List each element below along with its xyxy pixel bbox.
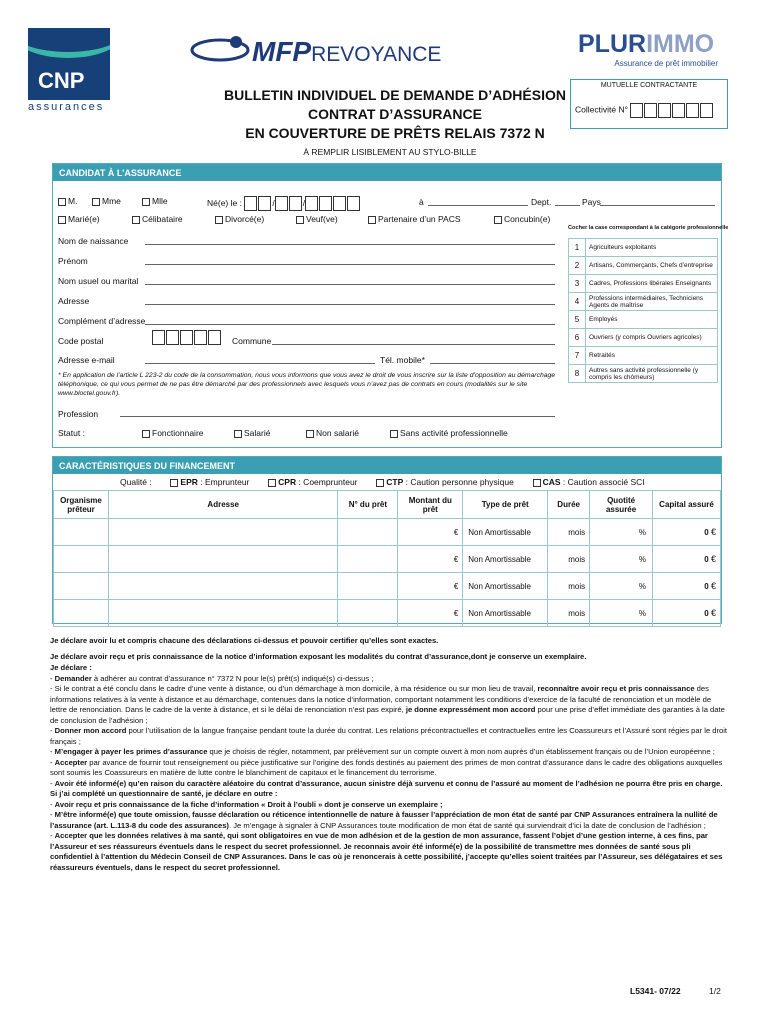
- loan-montant-cell[interactable]: [398, 600, 463, 627]
- candidat-heading: CANDIDAT À L’ASSURANCE: [53, 164, 721, 181]
- subtitle: À REMPLIR LISIBLEMENT AU STYLO-BILLE: [303, 147, 477, 157]
- label-email: Adresse e-mail: [58, 355, 115, 365]
- label-adresse: Adresse: [58, 296, 90, 306]
- decl-b9b: . Je m’engage à signaler à CNP Assurances toute modification de mon état de santé qui surviendrait d’ici la date de conclusion de l’adhésion ;: [228, 820, 706, 830]
- date-digit[interactable]: [258, 196, 271, 211]
- label-salarie: Salarié: [244, 428, 271, 438]
- checkbox-celibataire[interactable]: [132, 216, 140, 224]
- capital-currency: €: [710, 554, 716, 564]
- date-digit[interactable]: [244, 196, 257, 211]
- loan-row: [54, 573, 721, 600]
- checkbox-veuf[interactable]: [296, 216, 304, 224]
- commune-line[interactable]: [272, 344, 555, 345]
- loan-type-cell: Non Amortissable: [463, 573, 548, 600]
- loan-row: [54, 519, 721, 546]
- label-fonctionnaire: Fonctionnaire: [152, 428, 204, 438]
- loan-montant-cell[interactable]: [398, 573, 463, 600]
- loan-montant-cell[interactable]: [398, 546, 463, 573]
- checkbox-divorce[interactable]: [215, 216, 223, 224]
- category-number[interactable]: 3: [569, 275, 586, 293]
- date-digit[interactable]: [289, 196, 302, 211]
- decl-7: Si j’ai complété un questionnaire de santé, je déclare en outre :: [50, 789, 278, 798]
- label-celibataire: Célibataire: [142, 214, 183, 224]
- col-type: Type de prêt: [463, 491, 548, 519]
- euro-sign: €: [453, 527, 459, 537]
- label-mlle: Mlle: [152, 196, 168, 206]
- label-non-salarie: Non salarié: [316, 428, 359, 438]
- checkbox-mlle[interactable]: [142, 198, 150, 206]
- decl-bullet-2: - Si le contrat a été conclu dans le cadre d’une vente à distance, ou d’un démarchage à mon domicile, à ma résidence ou sur mon lieu de travail, reconnaître avoir reçu et pris connaissance des informations relatives à la vente à distance et au démarchage, contenues dans la notice d’information, comportant notamment les conditions d’exercice de la faculté de renonciation et un modèle de lettre de renonciation. Dans le cadre de la vente à distance, et si le délai de renonciation n’est pas expiré, je donne expressément mon accord pour une prise d’effet immédiate des garanties à la date de conclusion de l’adhésion ;: [50, 684, 725, 725]
- col-numero: N° du prêt: [338, 491, 398, 519]
- loan-duree-cell[interactable]: mois: [548, 519, 590, 546]
- loan-quotite-cell[interactable]: %: [590, 600, 653, 627]
- category-row[interactable]: [569, 257, 718, 275]
- label-cas: : Caution associé SCI: [560, 477, 645, 487]
- profession-line[interactable]: [120, 416, 555, 417]
- declarations: [50, 636, 730, 873]
- cp-digit[interactable]: [208, 330, 221, 345]
- decl-bullet-3: - Donner mon accord pour l’utilisation de la langue française pendant toute la durée du contrat. Les relations précontractuelles et contractuelles entre les Coassureurs et l’Assuré sont régies par le droit français ;: [50, 726, 728, 746]
- label-sans-activite: Sans activité professionnelle: [400, 428, 508, 438]
- decl-b2a: Si le contrat a été conclu dans le cadre d’une vente à distance, ou d’un démarchage à mon domicile, à ma résidence ou sur mon lieu de travail,: [54, 684, 538, 693]
- collectivite-label: Collectivité N°: [575, 104, 628, 115]
- label-ctp: : Caution personne physique: [403, 477, 514, 487]
- category-label: Professions intermédiaires, Techniciens Agents de maîtrise: [586, 293, 718, 311]
- category-number[interactable]: 7: [569, 347, 586, 365]
- label-cpr: : Coemprunteur: [296, 477, 358, 487]
- capital-value: 0: [704, 528, 709, 537]
- loan-duree-cell[interactable]: mois: [548, 573, 590, 600]
- title-line1: BULLETIN INDIVIDUEL DE DEMANDE D’ADHÉSION: [224, 87, 566, 103]
- label-mme: Mme: [102, 196, 121, 206]
- category-label: Agriculteurs exploitants: [586, 239, 718, 257]
- loan-capital-cell: [653, 546, 721, 573]
- decl-b3b: pour l’utilisation de la langue française pendant toute la durée du contrat. Les relations précontractuelles et contractuelles entre les Coassureurs et l’Assuré sont régies par le droit français ;: [50, 726, 728, 746]
- loan-numero-cell[interactable]: [338, 573, 398, 600]
- date-digit[interactable]: [305, 196, 318, 211]
- loan-capital-cell: [653, 519, 721, 546]
- adresse-line[interactable]: [145, 304, 555, 305]
- col-adresse: Adresse: [108, 491, 337, 519]
- label-ne-le: Né(e) le :: [207, 197, 242, 208]
- category-label: Autres sans activité professionnelle (y compris les chômeurs): [586, 365, 718, 383]
- category-row[interactable]: [569, 239, 718, 257]
- category-label: Employés: [586, 311, 718, 329]
- loan-montant-cell[interactable]: [398, 519, 463, 546]
- decl-b5a: Accepter: [54, 757, 88, 767]
- date-digit[interactable]: [347, 196, 360, 211]
- mfp-swirl-icon: [190, 30, 260, 70]
- decl-3: Je déclare :: [50, 663, 92, 672]
- birthplace-line[interactable]: [428, 205, 528, 206]
- code-postal-boxes: [152, 330, 222, 345]
- loan-duree-cell[interactable]: mois: [548, 600, 590, 627]
- loan-capital-cell: [653, 573, 721, 600]
- checkbox-m[interactable]: [58, 198, 66, 206]
- category-number[interactable]: 8: [569, 365, 586, 383]
- checkbox-mme[interactable]: [92, 198, 100, 206]
- label-cpr-code: CPR: [278, 477, 297, 487]
- decl-2: Je déclare avoir reçu et pris connaissance de la notice d’information exposant les modalités du contrat d’assurance,dont je conserve un exemplaire.: [50, 651, 587, 661]
- decl-bullet-1: - Demander à adhérer au contrat d’assurance n° 7372 N pour le(s) prêt(s) indiqué(s) ci-dessus ;: [50, 673, 374, 683]
- category-row[interactable]: [569, 347, 718, 365]
- collectivite-digit[interactable]: [672, 103, 685, 118]
- prenom-line[interactable]: [145, 264, 555, 265]
- euro-sign: €: [453, 608, 459, 618]
- plurimmo-logo: [578, 30, 728, 74]
- tel-line[interactable]: [430, 363, 555, 364]
- label-ctp-code: CTP: [386, 477, 404, 487]
- financement-heading: CARACTÉRISTIQUES DU FINANCEMENT: [53, 457, 721, 474]
- loan-numero-cell[interactable]: [338, 600, 398, 627]
- loan-numero-cell[interactable]: [338, 519, 398, 546]
- checkbox-ctp[interactable]: [376, 479, 384, 487]
- nom-naissance-line[interactable]: [145, 244, 555, 245]
- checkbox-marie[interactable]: [58, 216, 66, 224]
- label-pays: Pays: [582, 197, 601, 207]
- email-line[interactable]: [145, 363, 375, 364]
- title-line2: CONTRAT D’ASSURANCE: [308, 106, 482, 122]
- capital-currency: €: [710, 527, 716, 537]
- label-a: à: [419, 197, 424, 207]
- decl-b9a: M’être informé(e) que toute omission, fausse déclaration ou réticence intentionnelle de nature à fausser l’appréciation de mon état de santé par CNP Assurances entraînera la nullité de l’assurance (art. L.113-8 du code des assurances): [50, 810, 718, 830]
- mfp-rest: REVOYANCE: [311, 43, 442, 66]
- category-number[interactable]: 2: [569, 257, 586, 275]
- decl-b6: Avoir été informé(e) qu’en raison du caractère aléatoire du contrat d’assurance, aucun sinistre déjà survenu et connu de l’assuré au moment de l’adhésion ne pourra être pris en charge.: [54, 778, 723, 788]
- collectivite-digit[interactable]: [686, 103, 699, 118]
- complement-line[interactable]: [145, 324, 555, 325]
- decl-b4b: que je choisis de régler, notamment, par prélèvement sur un compte ouvert à mon nom auprès d’un établissement français ou de l’Union européenne ;: [207, 747, 715, 756]
- category-number[interactable]: 5: [569, 311, 586, 329]
- checkbox-epr[interactable]: [170, 479, 178, 487]
- loan-type-cell: Non Amortissable: [463, 600, 548, 627]
- checkbox-cas[interactable]: [533, 479, 541, 487]
- cnp-sub: assurances: [28, 101, 105, 113]
- checkbox-concubin[interactable]: [494, 216, 502, 224]
- loan-duree-cell[interactable]: mois: [548, 546, 590, 573]
- label-marie: Marié(e): [68, 214, 100, 224]
- label-m: M.: [68, 196, 78, 206]
- decl-bullet-8: - Avoir reçu et pris connaissance de la fiche d’information « Droit à l’oubli » dont je conserve un exemplaire ;: [50, 799, 443, 809]
- loan-organisme-cell[interactable]: [54, 600, 109, 627]
- qualite-row: [120, 477, 645, 487]
- label-commune: Commune: [232, 336, 272, 346]
- date-digit[interactable]: [275, 196, 288, 211]
- loan-adresse-cell[interactable]: [108, 546, 337, 573]
- category-label: Ouvriers (y compris Ouvriers agricoles): [586, 329, 718, 347]
- nom-usuel-line[interactable]: [145, 284, 555, 285]
- label-veuf: Veuf(ve): [306, 214, 338, 224]
- loan-capital-cell: [653, 600, 721, 627]
- loan-type-cell: Non Amortissable: [463, 519, 548, 546]
- decl-bullet-9: - M’être informé(e) que toute omission, fausse déclaration ou réticence intentionnelle de nature à fausser l’appréciation de mon état de santé par CNP Assurances entraînera la nullité de l’assurance (art. L.113-8 du code des assurances). Je m’engage à signaler à CNP Assurances toute modification de mon état de santé qui surviendrait d’ici la date de conclusion de l’adhésion ;: [50, 810, 718, 830]
- checkbox-pacs[interactable]: [368, 216, 376, 224]
- cat-heading: Cocher la case correspondant à la catégorie professionnelle: [568, 225, 729, 231]
- mutuelle-label: MUTUELLE CONTRACTANTE: [600, 82, 698, 89]
- loan-quotite-cell[interactable]: %: [590, 519, 653, 546]
- loan-type-cell: Non Amortissable: [463, 546, 548, 573]
- decl-1: Je déclare avoir lu et compris chacune des déclarations ci-dessus et pouvoir certifier qu’elles sont exactes.: [50, 636, 439, 645]
- capital-currency: €: [710, 608, 716, 618]
- decl-bullet-5: - Accepter par avance de fournir tout renseignement ou pièce justificative sur l’origine des fonds destinés au paiement des primes de mon contrat d’assurance dans le cadre des obligations auxquelles sont soumis les Coassureurs en matière de lutte contre le blanchiment de capitaux et le financement du terrorisme.: [50, 757, 723, 777]
- decl-bullet-6: - Avoir été informé(e) qu’en raison du caractère aléatoire du contrat d’assurance, aucun sinistre déjà survenu et connu de l’assuré au moment de l’adhésion ne pourra être pris en charge.: [50, 778, 723, 788]
- category-number[interactable]: 1: [569, 239, 586, 257]
- loan-organisme-cell[interactable]: [54, 519, 109, 546]
- loan-quotite-cell[interactable]: %: [590, 573, 653, 600]
- immo-text: IMMO: [646, 30, 715, 58]
- category-label: Retraités: [586, 347, 718, 365]
- euro-sign: €: [453, 554, 459, 564]
- label-statut: Statut :: [58, 428, 85, 438]
- page-number: 1/2: [709, 986, 721, 996]
- decl-b8: Avoir reçu et pris connaissance de la fiche d’information « Droit à l’oubli » dont je conserve un exemplaire ;: [54, 799, 443, 809]
- decl-b2b: reconnaître avoir reçu et pris connaissance: [537, 684, 695, 693]
- decl-b2c: des informations relatives à la vente à distance et au démarchage, contenues dans la notice d’information, comportant notamment les conditions d’exercice de la faculté de renonciation et un modèle de lettre de renonciation. Dans le cadre de la vente à distance, et si le délai de renonciation n’est pas expiré,: [50, 684, 712, 714]
- label-prenom: Prénom: [58, 256, 88, 266]
- category-row[interactable]: [569, 311, 718, 329]
- checkbox-fonctionnaire[interactable]: [142, 430, 150, 438]
- birthdate-field: Né(e) le : / /: [207, 196, 361, 211]
- category-row[interactable]: [569, 365, 718, 383]
- collectivite-digit[interactable]: [658, 103, 671, 118]
- page-title: [180, 86, 610, 143]
- title-line3: EN COUVERTURE DE PRÊTS RELAIS 7372 N: [245, 125, 545, 141]
- label-dept: Dept.: [531, 197, 552, 207]
- label-pacs: Partenaire d’un PACS: [378, 214, 461, 224]
- loan-row: [54, 546, 721, 573]
- plur-text: PLUR: [578, 30, 647, 58]
- label-cas-code: CAS: [542, 477, 561, 487]
- category-row[interactable]: [569, 275, 718, 293]
- decl-bullet-4: - M’engager à payer les primes d’assurance que je choisis de régler, notamment, par prélèvement sur un compte ouvert à mon nom auprès d’un établissement français ou de l’Union européenne ;: [50, 747, 715, 756]
- label-epr: : Emprunteur: [197, 477, 250, 487]
- label-epr-code: EPR: [180, 477, 198, 487]
- bloctel-note: * En application de l’article L 223-2 du code de la consommation, nous vous informons que vous avez le droit de vous inscrire sur la liste d’opposition au démarchage téléphonique, ce qui vous permet de ne pas être démarché par des professionnels avec lesquels vous n’avez pas de contrats en cours (modalités sur le site www.bloctel.gouv.fr).: [58, 372, 556, 397]
- checkbox-salarie[interactable]: [234, 430, 242, 438]
- category-label: Artisans, Commerçants, Chefs d’entreprise: [586, 257, 718, 275]
- mfp-bold: MFP: [252, 36, 312, 67]
- loan-quotite-cell[interactable]: %: [590, 546, 653, 573]
- label-qualite: Qualité :: [120, 477, 152, 487]
- cp-digit[interactable]: [194, 330, 207, 345]
- decl-bullet-10: - Accepter que les données relatives à ma santé, qui sont obligatoires en vue de mon adhésion et de la gestion de mon assurance, fassent l’objet d’une gestion interne, à ces fins, par l’Assureur et ses réassureurs éventuels dans le respect du secret professionnel. Je reconnais avoir été informé(e) de la possibilité de transmettre mes données de santé sous pli confidentiel à l’attention du Médecin Conseil de CNP Assurances. Dans le cas où je renoncerais à cette possibilité, j’accepte qu’elles soient traitées par l’Assureur, ses délégataires et ses réassureurs éventuels, dans le respect du secret professionnel.: [50, 831, 723, 872]
- decl-b2e: pour une prise d’effet immédiate des garanties à la date de conclusion de l’adhésion ;: [50, 705, 725, 725]
- decl-b3a: Donner mon accord: [54, 726, 127, 735]
- label-complement: Complément d’adresse: [58, 316, 146, 326]
- checkbox-non-salarie[interactable]: [306, 430, 314, 438]
- col-capital: Capital assuré: [653, 491, 721, 519]
- decl-b2d: je donne expressément mon accord: [405, 705, 536, 714]
- label-divorce: Divorcé(e): [225, 214, 265, 224]
- mfp-logo: [190, 28, 520, 78]
- label-concubin: Concubin(e): [504, 214, 551, 224]
- decl-b1b: à adhérer au contrat d’assurance n° 7372 N pour le(s) prêt(s) indiqué(s) ci-dessus ;: [91, 673, 374, 683]
- form-code: L5341- 07/22: [630, 986, 681, 996]
- loan-adresse-cell[interactable]: [108, 573, 337, 600]
- loan-numero-cell[interactable]: [338, 546, 398, 573]
- category-table: [568, 238, 718, 383]
- loan-row: [54, 600, 721, 627]
- euro-sign: €: [453, 581, 459, 591]
- loan-table: [53, 490, 721, 627]
- decl-b10: Accepter que les données relatives à ma santé, qui sont obligatoires en vue de mon adhésion et de la gestion de mon assurance, fassent l’objet d’une gestion interne, à ces fins, par l’Assureur et ses réassureurs éventuels dans le respect du secret professionnel. Je reconnais avoir été informé(e) de la possibilité de transmettre mes données de santé sous pli confidentiel à l’attention du Médecin Conseil de CNP Assurances. Dans le cas où je renoncerais à cette possibilité, j’accepte qu’elles soient traitées par l’Assureur, ses délégataires et ses réassureurs éventuels, dans le respect du secret professionnel.: [50, 831, 723, 872]
- category-row[interactable]: [569, 329, 718, 347]
- capital-value: 0: [704, 555, 709, 564]
- decl-b1a: Demander: [54, 673, 92, 683]
- category-label: Cadres, Professions libérales Enseignants: [586, 275, 718, 293]
- col-organisme: Organisme prêteur: [54, 491, 109, 519]
- col-quotite: Quotité assurée: [590, 491, 653, 519]
- loan-adresse-cell[interactable]: [108, 519, 337, 546]
- cp-digit[interactable]: [152, 330, 165, 345]
- capital-currency: €: [710, 581, 716, 591]
- loan-adresse-cell[interactable]: [108, 600, 337, 627]
- loan-organisme-cell[interactable]: [54, 573, 109, 600]
- loan-organisme-cell[interactable]: [54, 546, 109, 573]
- capital-value: 0: [704, 609, 709, 618]
- collectivite-digit[interactable]: [644, 103, 657, 118]
- collectivite-digit[interactable]: [700, 103, 713, 118]
- date-digit[interactable]: [319, 196, 332, 211]
- label-nom-naissance: Nom de naissance: [58, 236, 129, 246]
- dept-line[interactable]: [555, 205, 580, 206]
- decl-b5b: par avance de fournir tout renseignement ou pièce justificative sur l’origine des fonds destinés au paiement des primes de mon contrat d’assurance dans le cadre des obligations auxquelles sont soumis les Coassureurs en matière de lutte contre le blanchiment de capitaux et le financement du terrorisme.: [50, 757, 723, 777]
- category-number[interactable]: 4: [569, 293, 586, 311]
- pays-line[interactable]: [600, 205, 715, 206]
- checkbox-cpr[interactable]: [268, 479, 276, 487]
- mutuelle-box: [570, 79, 728, 129]
- label-tel: Tél. mobile*: [380, 355, 425, 365]
- decl-b4a: M’engager à payer les primes d’assurance: [54, 747, 208, 756]
- col-duree: Durée: [548, 491, 590, 519]
- checkbox-sans-activite[interactable]: [390, 430, 398, 438]
- cnp-logo: [28, 28, 114, 113]
- cp-digit[interactable]: [180, 330, 193, 345]
- label-nom-usuel: Nom usuel ou marital: [58, 276, 139, 286]
- label-code-postal: Code postal: [58, 336, 104, 346]
- plurimmo-tagline: Assurance de prêt immobilier: [614, 59, 718, 68]
- col-montant: Montant du prêt: [398, 491, 463, 519]
- category-row[interactable]: [569, 293, 718, 311]
- label-profession: Profession: [58, 409, 99, 419]
- cp-digit[interactable]: [166, 330, 179, 345]
- collectivite-digit[interactable]: [630, 103, 643, 118]
- category-number[interactable]: 6: [569, 329, 586, 347]
- capital-value: 0: [704, 582, 709, 591]
- cnp-letters: CNP: [38, 68, 85, 93]
- date-digit[interactable]: [333, 196, 346, 211]
